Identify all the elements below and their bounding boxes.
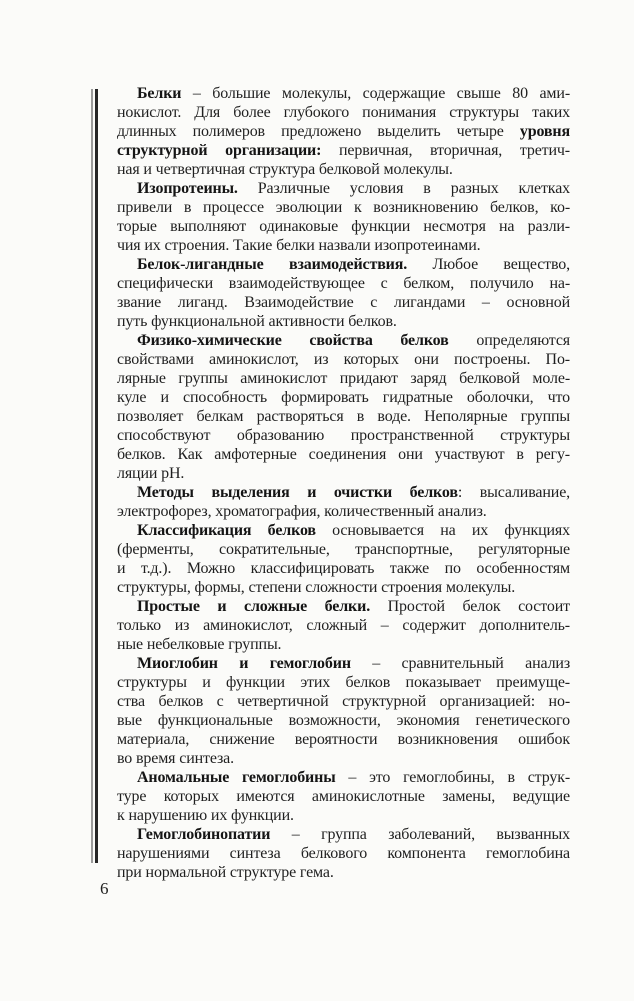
page-number: 6 — [100, 879, 109, 898]
text-segment: структуры, формы, степени сложности строения молекулы. — [117, 579, 516, 596]
paragraph-1-line-2 — [117, 103, 570, 122]
paragraph-1-line-1 — [117, 84, 570, 103]
text-segment: торые выполняют одинаковые функции несмотря на разли- — [117, 218, 570, 235]
text-segment: привели в процессе эволюции к возникновению белков, ко- — [117, 199, 570, 216]
paragraph-4-line-4 — [117, 388, 570, 407]
paragraph-9 — [117, 768, 570, 825]
text-segment: туре которых имеются аминокислотные замены, ведущие — [117, 788, 570, 805]
paragraph-2 — [117, 179, 570, 255]
bold-text-segment: уровня — [519, 123, 570, 140]
text-segment: чия их строения. Такие белки назвали изопротеинами. — [117, 237, 481, 254]
text-segment: : высаливание, — [457, 484, 570, 501]
paragraph-4-line-8 — [117, 464, 570, 483]
text-segment: специфически взаимодействующее с белком, получило на- — [117, 275, 570, 292]
text-segment: первичная, вторичная, третич- — [321, 142, 570, 159]
paragraph-3-line-1 — [117, 255, 570, 274]
paragraph-1-line-3 — [117, 122, 570, 141]
margin-rule-thin — [91, 89, 93, 863]
paragraph-9-line-3 — [117, 806, 570, 825]
text-segment: при нормальной структуре гема. — [117, 864, 334, 881]
bold-text-segment: Классификация белков — [137, 522, 316, 539]
text-segment: Простой белок состоит — [370, 598, 570, 615]
text-segment: основывается на их функциях — [315, 522, 570, 539]
paragraph-2-line-4 — [117, 236, 570, 255]
paragraph-8-line-3 — [117, 692, 570, 711]
text-segment: материала, снижение вероятности возникновения ошибок — [117, 731, 570, 748]
paragraph-1-line-4 — [117, 141, 570, 160]
text-segment: Любое вещество, — [407, 256, 570, 273]
paragraph-4-line-3 — [117, 369, 570, 388]
text-segment: нокислот. Для более глубокого понимания структуры таких — [117, 104, 570, 121]
paragraph-6 — [117, 521, 570, 597]
paragraph-3-line-4 — [117, 312, 570, 331]
text-segment: к нарушению их функции. — [117, 807, 294, 824]
paragraph-8-line-4 — [117, 711, 570, 730]
text-segment: (ферменты, сократительные, транспортные, регуляторные — [117, 541, 570, 558]
bold-text-segment: Гемоглобинопатии — [137, 826, 271, 843]
paragraph-10-line-3 — [117, 863, 570, 882]
paragraph-7-line-1 — [117, 597, 570, 616]
text-segment: лярные группы аминокислот придают заряд белковой моле- — [117, 370, 570, 387]
text-segment: ства белков с четвертичной структурной организацией: но- — [117, 693, 570, 710]
paragraph-7 — [117, 597, 570, 654]
text-segment: ная и четвертичная структура белковой молекулы. — [117, 161, 453, 178]
bold-text-segment: Миоглобин и гемоглобин — [137, 655, 351, 672]
text-segment: позволяет белкам растворяться в воде. Неполярные группы — [117, 408, 570, 425]
text-segment: только из аминокислот, сложный – содержит дополнитель- — [117, 617, 570, 634]
paragraph-7-line-3 — [117, 635, 570, 654]
paragraph-7-line-2 — [117, 616, 570, 635]
text-segment: определяются — [448, 332, 570, 349]
paragraph-8-line-5 — [117, 730, 570, 749]
text-segment: Различные условия в разных клетках — [237, 180, 570, 197]
paragraph-2-line-1 — [117, 179, 570, 198]
paragraph-8-line-1 — [117, 654, 570, 673]
paragraph-4-line-1 — [117, 331, 570, 350]
paragraph-4-line-6 — [117, 426, 570, 445]
text-segment: нарушениями синтеза белкового компонента гемоглобина — [117, 845, 570, 862]
paragraph-3 — [117, 255, 570, 331]
paragraph-4-line-2 — [117, 350, 570, 369]
paragraph-5-line-1 — [117, 483, 570, 502]
text-segment: электрофорез, хроматография, количественный анализ. — [117, 503, 487, 520]
text-segment: – это гемоглобины, в струк- — [335, 769, 570, 786]
text-segment: длинных полимеров предложено выделить четыре — [117, 123, 520, 140]
paragraph-8-line-6 — [117, 749, 570, 768]
text-segment: – сравнительный анализ — [350, 655, 570, 672]
text-segment: белков. Как амфотерные соединения они участвуют в регу- — [117, 446, 570, 463]
paragraph-5 — [117, 483, 570, 521]
paragraph-2-line-3 — [117, 217, 570, 236]
text-segment: – большие молекулы, содержащие свыше 80 ами- — [181, 85, 570, 102]
paragraph-3-line-2 — [117, 274, 570, 293]
paragraph-10-line-2 — [117, 844, 570, 863]
text-segment: во время синтеза. — [117, 750, 234, 767]
paragraph-4 — [117, 331, 570, 483]
text-segment: путь функциональной активности белков. — [117, 313, 397, 330]
text-segment: куле и способность формировать гидратные оболочки, что — [117, 389, 570, 406]
text-segment: ляции pH. — [117, 465, 185, 482]
paragraph-3-line-3 — [117, 293, 570, 312]
text-segment: способствуют образованию пространственной структуры — [117, 427, 570, 444]
paragraph-6-line-4 — [117, 578, 570, 597]
paragraph-9-line-1 — [117, 768, 570, 787]
bold-text-segment: Белок-лигандные взаимодействия. — [137, 256, 408, 273]
paragraph-10-line-1 — [117, 825, 570, 844]
bold-text-segment: Физико-химические свойства белков — [137, 332, 449, 349]
bold-text-segment: структурной организации: — [117, 142, 322, 159]
paragraph-6-line-2 — [117, 540, 570, 559]
paragraph-1 — [117, 84, 570, 179]
text-segment: свойствами аминокислот, из которых они построены. По- — [117, 351, 570, 368]
paragraph-2-line-2 — [117, 198, 570, 217]
paragraph-6-line-1 — [117, 521, 570, 540]
text-segment: звание лиганд. Взаимодействие с лигандами – основной — [117, 294, 570, 311]
bold-text-segment: Аномальные гемоглобины — [137, 769, 336, 786]
text-segment: структуры и функции этих белков показывает преимуще- — [117, 674, 570, 691]
paragraph-10 — [117, 825, 570, 882]
paragraph-9-line-2 — [117, 787, 570, 806]
paragraph-8-line-2 — [117, 673, 570, 692]
paragraph-8 — [117, 654, 570, 768]
bold-text-segment: Белки — [137, 85, 182, 102]
text-segment: и т.д.). Можно классифицировать также по особенностям — [117, 560, 570, 577]
text-segment: вые функциональные возможности, экономия генетического — [117, 712, 570, 729]
bold-text-segment: Изопротеины. — [137, 180, 238, 197]
bold-text-segment: Простые и сложные белки. — [137, 598, 371, 615]
paragraph-4-line-5 — [117, 407, 570, 426]
paragraph-5-line-2 — [117, 502, 570, 521]
paragraph-4-line-7 — [117, 445, 570, 464]
text-segment: – группа заболеваний, вызванных — [270, 826, 570, 843]
paragraph-1-line-5 — [117, 160, 570, 179]
margin-rule-thick — [95, 89, 99, 863]
text-block — [117, 84, 570, 882]
text-segment: ные небелковые группы. — [117, 636, 282, 653]
paragraph-6-line-3 — [117, 559, 570, 578]
bold-text-segment: Методы выделения и очистки белков — [137, 484, 458, 501]
